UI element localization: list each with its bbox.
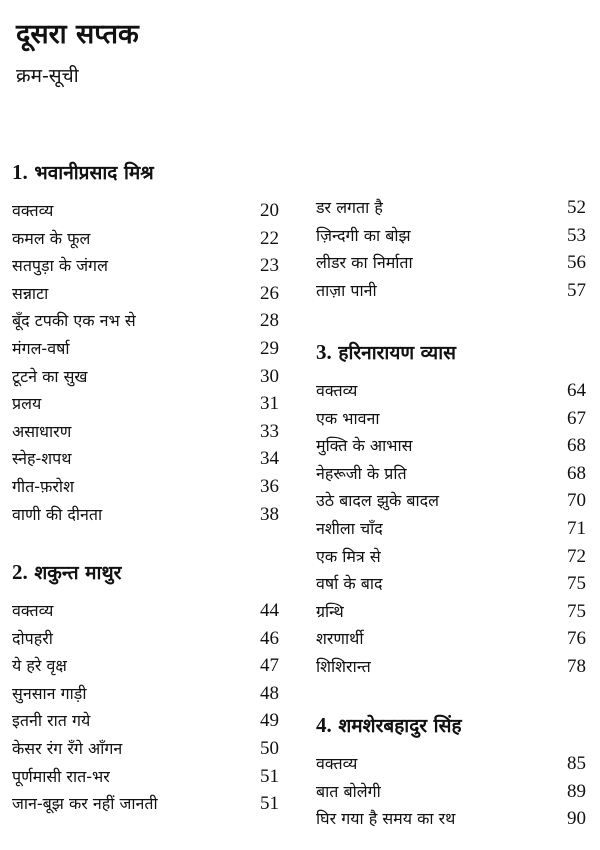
- poem-title: सुनसान गाड़ी: [12, 683, 87, 703]
- poem-title: वक्तव्य: [12, 201, 54, 220]
- toc-entry: [12, 335, 279, 363]
- toc-entry: [316, 487, 586, 515]
- poem-title: असाधारण: [12, 421, 72, 441]
- poem-title: नशीला चाँद: [316, 518, 383, 538]
- page-number: 64: [567, 380, 586, 401]
- page-number: 75: [567, 573, 586, 595]
- poem-title: शिशिरान्त: [316, 656, 371, 676]
- toc-entry: [316, 194, 586, 222]
- page-number: 85: [567, 753, 586, 774]
- page-number: 57: [567, 279, 586, 301]
- poem-title: वक्तव्य: [316, 754, 358, 773]
- toc-entry: [12, 625, 279, 653]
- page-number: 29: [260, 337, 279, 359]
- page-number: 38: [260, 503, 279, 525]
- poem-title: दोपहरी: [12, 628, 53, 648]
- toc-entry: [316, 432, 586, 460]
- section-number: 2.: [12, 560, 28, 584]
- poem-title: पूर्णमासी रात-भर: [12, 766, 110, 786]
- toc-entry: [316, 249, 586, 277]
- toc-entry: [316, 515, 586, 543]
- poet-name: शकुन्त माथुर: [34, 562, 122, 584]
- page-number: 33: [260, 420, 279, 442]
- toc-entry: [316, 277, 586, 305]
- poem-title: ये हरे वृक्ष: [12, 656, 67, 676]
- section-heading: [12, 157, 279, 187]
- page-number: 75: [567, 600, 586, 622]
- toc-entry: [12, 225, 279, 253]
- page-number: 26: [260, 282, 279, 304]
- toc-entry: [12, 680, 279, 708]
- page-number: 47: [260, 655, 279, 677]
- poem-title: प्रलय: [12, 394, 42, 414]
- section-4: [316, 710, 586, 833]
- poem-title: ताज़ा पानी: [316, 280, 377, 300]
- page-number: 90: [567, 808, 586, 830]
- page-number: 89: [567, 780, 586, 802]
- poem-title: उठे बादल झुके बादल: [316, 491, 439, 511]
- page-number: 23: [260, 255, 279, 277]
- toc-entry: [12, 735, 279, 763]
- poem-title: बात बोलेगी: [316, 781, 381, 801]
- page-number: 44: [260, 600, 279, 621]
- section-3: [316, 337, 586, 681]
- page-number: 78: [567, 655, 586, 677]
- page-number: 31: [260, 393, 279, 415]
- toc-entry: [12, 707, 279, 735]
- poem-title: केसर रंग रँगे आँगन: [12, 738, 123, 758]
- poem-title: शरणार्थी: [316, 629, 364, 649]
- toc-entry: [12, 597, 279, 625]
- poem-title: नेहरूजी के प्रति: [316, 463, 407, 483]
- page-number: 72: [567, 545, 586, 567]
- toc-entry: [12, 197, 279, 225]
- page-number: 49: [260, 710, 279, 732]
- toc-entry: [12, 390, 279, 418]
- toc-entry: [316, 570, 586, 598]
- book-title: दूसरा सप्तक: [16, 19, 139, 50]
- contents-heading: क्रम-सूची: [16, 65, 79, 87]
- section-heading: [12, 557, 279, 587]
- section-number: 1.: [12, 160, 28, 184]
- poem-title: जान-बूझ कर नहीं जानती: [12, 794, 158, 814]
- toc-entry: [12, 652, 279, 680]
- toc-entry: [316, 598, 586, 626]
- page-number: 70: [567, 490, 586, 512]
- poem-title: इतनी रात गये: [12, 711, 91, 731]
- page-number: 71: [567, 517, 586, 539]
- toc-entry: [12, 473, 279, 501]
- toc-entry: [12, 418, 279, 446]
- toc-entry: [12, 307, 279, 335]
- page-number: 53: [567, 224, 586, 246]
- poem-title: ग्रन्थि: [316, 601, 344, 621]
- toc-entry: [12, 363, 279, 391]
- poem-title: वक्तव्य: [316, 381, 358, 400]
- page-number: 20: [260, 200, 279, 221]
- page-number: 51: [260, 765, 279, 787]
- page-number: 46: [260, 627, 279, 649]
- page-number: 76: [567, 628, 586, 650]
- page-number: 51: [260, 793, 279, 815]
- poem-title: टूटने का सुख: [12, 366, 88, 386]
- page-number: 67: [567, 407, 586, 429]
- poem-title: सतपुड़ा के जंगल: [12, 256, 108, 276]
- page-number: 28: [260, 310, 279, 332]
- page-number: 52: [567, 197, 586, 218]
- poem-title: सन्नाटा: [12, 283, 49, 303]
- poem-title: लीडर का निर्माता: [316, 253, 413, 273]
- toc-entry: [316, 625, 586, 653]
- toc-entry: [12, 501, 279, 529]
- page-number: 30: [260, 365, 279, 387]
- page-number: 68: [567, 435, 586, 457]
- toc-entry: [316, 405, 586, 433]
- toc-entry: [12, 445, 279, 473]
- poem-title: कमल के फूल: [12, 228, 91, 248]
- poem-title: एक मित्र से: [316, 546, 381, 566]
- toc-entry: [12, 763, 279, 791]
- poem-title: डर लगता है: [316, 198, 383, 217]
- toc-entry: [12, 252, 279, 280]
- poet-name: भवानीप्रसाद मिश्र: [34, 162, 154, 184]
- poem-title: वाणी की दीनता: [12, 504, 103, 524]
- poem-title: वक्तव्य: [12, 601, 54, 620]
- toc-entry: [316, 750, 586, 778]
- page-number: 68: [567, 462, 586, 484]
- section-number: 4.: [316, 713, 332, 737]
- section-heading: [316, 710, 586, 740]
- poem-title: वर्षा के बाद: [316, 574, 383, 594]
- toc-entry: [316, 778, 586, 806]
- page-number: 36: [260, 475, 279, 497]
- poem-title: बूँद टपकी एक नभ से: [12, 311, 136, 331]
- toc-entry: [12, 790, 279, 818]
- poet-name: हरिनारायण व्यास: [338, 342, 456, 364]
- toc-entry: [316, 222, 586, 250]
- poem-title: मंगल-वर्षा: [12, 338, 70, 358]
- toc-entry: [316, 653, 586, 681]
- page-number: 50: [260, 737, 279, 759]
- page-number: 22: [260, 227, 279, 249]
- page-number: 34: [260, 448, 279, 470]
- toc-entry: [316, 805, 586, 833]
- page-number: 56: [567, 252, 586, 274]
- toc-entry: [316, 460, 586, 488]
- section-1: [12, 157, 279, 528]
- page-number: 48: [260, 682, 279, 704]
- section-heading: [316, 337, 586, 367]
- poem-title: स्नेह-शपथ: [12, 449, 72, 469]
- toc-entry: [12, 280, 279, 308]
- section-number: 3.: [316, 340, 332, 364]
- poet-name: शमशेरबहादुर सिंह: [338, 715, 462, 737]
- poem-title: गीत-फ़रोश: [12, 476, 74, 496]
- toc-entry: [316, 377, 586, 405]
- poem-title: एक भावना: [316, 408, 380, 428]
- poem-title: घिर गया है समय का रथ: [316, 809, 456, 829]
- section-2: [12, 557, 279, 818]
- section-2-continued: [316, 194, 586, 304]
- toc-entry: [316, 543, 586, 571]
- poem-title: मुक्ति के आभास: [316, 436, 413, 456]
- poem-title: ज़िन्दगी का बोझ: [316, 225, 411, 245]
